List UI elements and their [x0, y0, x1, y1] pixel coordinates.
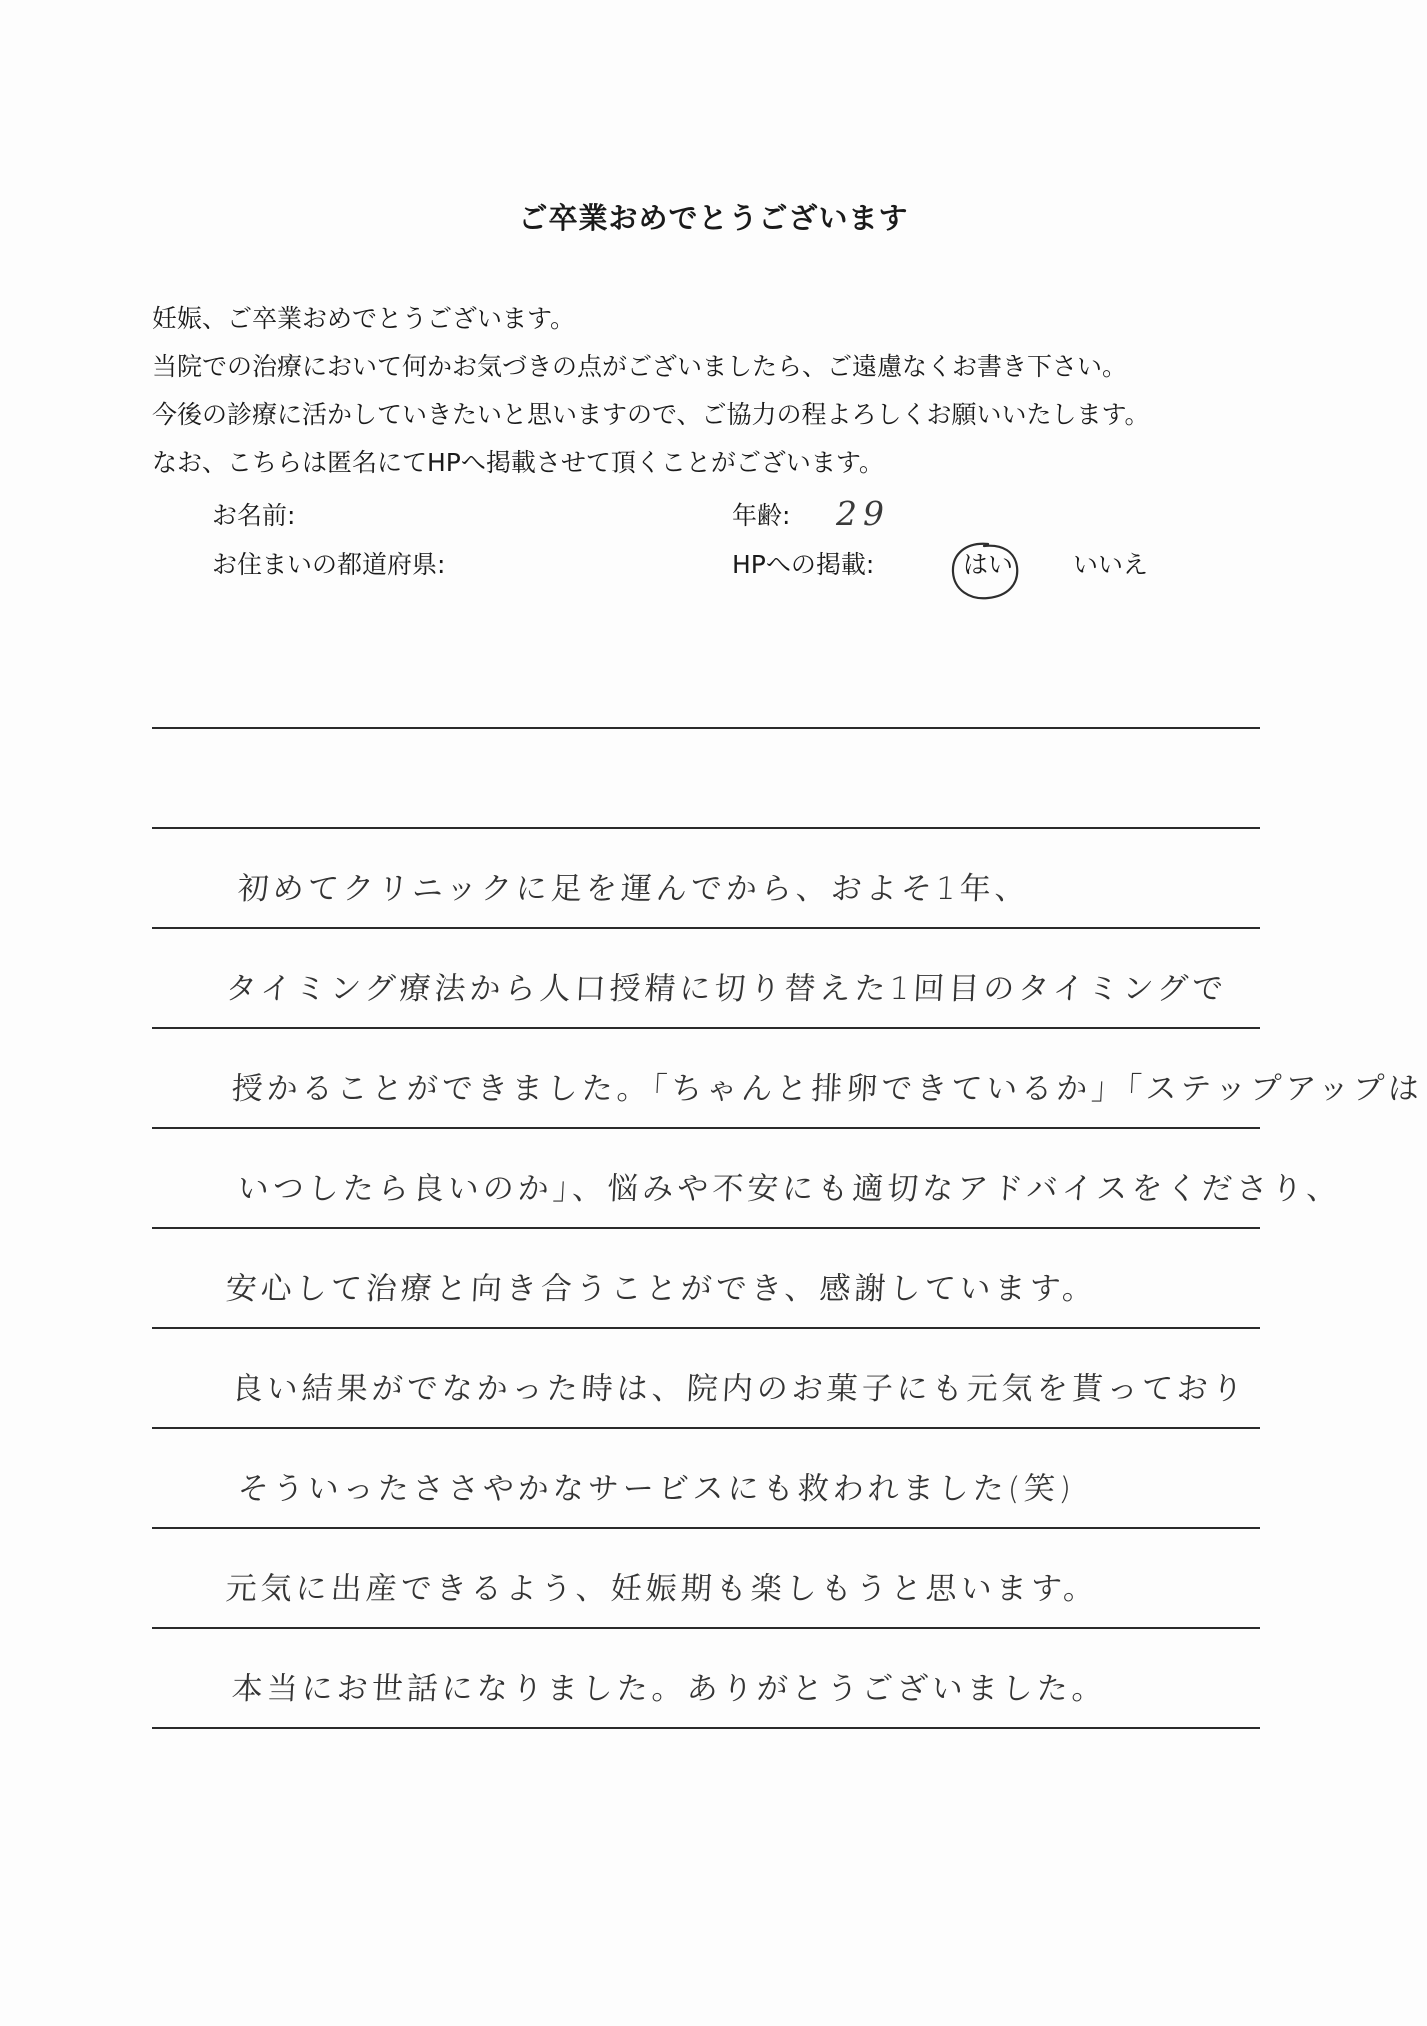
writing-line	[152, 1527, 1260, 1529]
hp-option-yes: はい	[963, 550, 1014, 579]
handwritten-line: タイミング療法から人口授精に切り替えた1回目のタイミングで	[224, 971, 1229, 1007]
age-label: 年齢:	[732, 501, 791, 530]
writing-line	[152, 1227, 1260, 1229]
hp-publish-label: HPへの掲載:	[732, 550, 875, 579]
writing-line	[152, 1027, 1260, 1029]
prefecture-label: お住まいの都道府県:	[212, 550, 446, 579]
handwritten-line: いつしたら良いのか」、悩みや不安にも適切なアドバイスをくださり、	[236, 1171, 1343, 1207]
intro-line: 今後の診療に活かしていきたいと思いますので、ご協力の程よろしくお願いいたします。	[152, 400, 1150, 429]
hp-option-no: いいえ	[1073, 550, 1149, 579]
writing-line	[152, 1427, 1260, 1429]
age-value: 29	[836, 494, 890, 533]
writing-line	[152, 1627, 1260, 1629]
writing-line	[152, 927, 1260, 929]
handwritten-line: 元気に出産できるよう、妊娠期も楽しもうと思います。	[224, 1571, 1100, 1607]
intro-line: 当院での治療において何かお気づきの点がございましたら、ご遠慮なくお書き下さい。	[152, 352, 1128, 381]
handwritten-line: 本当にお世話になりました。ありがとうございました。	[230, 1671, 1108, 1707]
writing-line	[152, 727, 1260, 729]
handwritten-line: 授かることができました。「ちゃんと排卵できているか」「ステップアップは	[230, 1071, 1424, 1107]
handwritten-line: 良い結果がでなかった時は、院内のお菓子にも元気を貰っており	[230, 1371, 1248, 1407]
selection-circle-mark	[948, 540, 1022, 602]
writing-line	[152, 1727, 1260, 1729]
writing-line	[152, 1327, 1260, 1329]
handwritten-line: 安心して治療と向き合うことができ、感謝しています。	[224, 1271, 1099, 1307]
handwritten-line: 初めてクリニックに足を運んでから、およそ1年、	[236, 871, 1031, 907]
handwritten-line: そういったささやかなサービスにも救われました(笑)	[236, 1471, 1076, 1507]
intro-line: なお、こちらは匿名にてHPへ掲載させて頂くことがございます。	[152, 448, 884, 477]
intro-line: 妊娠、ご卒業おめでとうございます。	[152, 304, 576, 333]
name-label: お名前:	[212, 501, 296, 530]
writing-line	[152, 827, 1260, 829]
writing-line	[152, 1127, 1260, 1129]
page-title: ご卒業おめでとうございます	[518, 201, 909, 235]
